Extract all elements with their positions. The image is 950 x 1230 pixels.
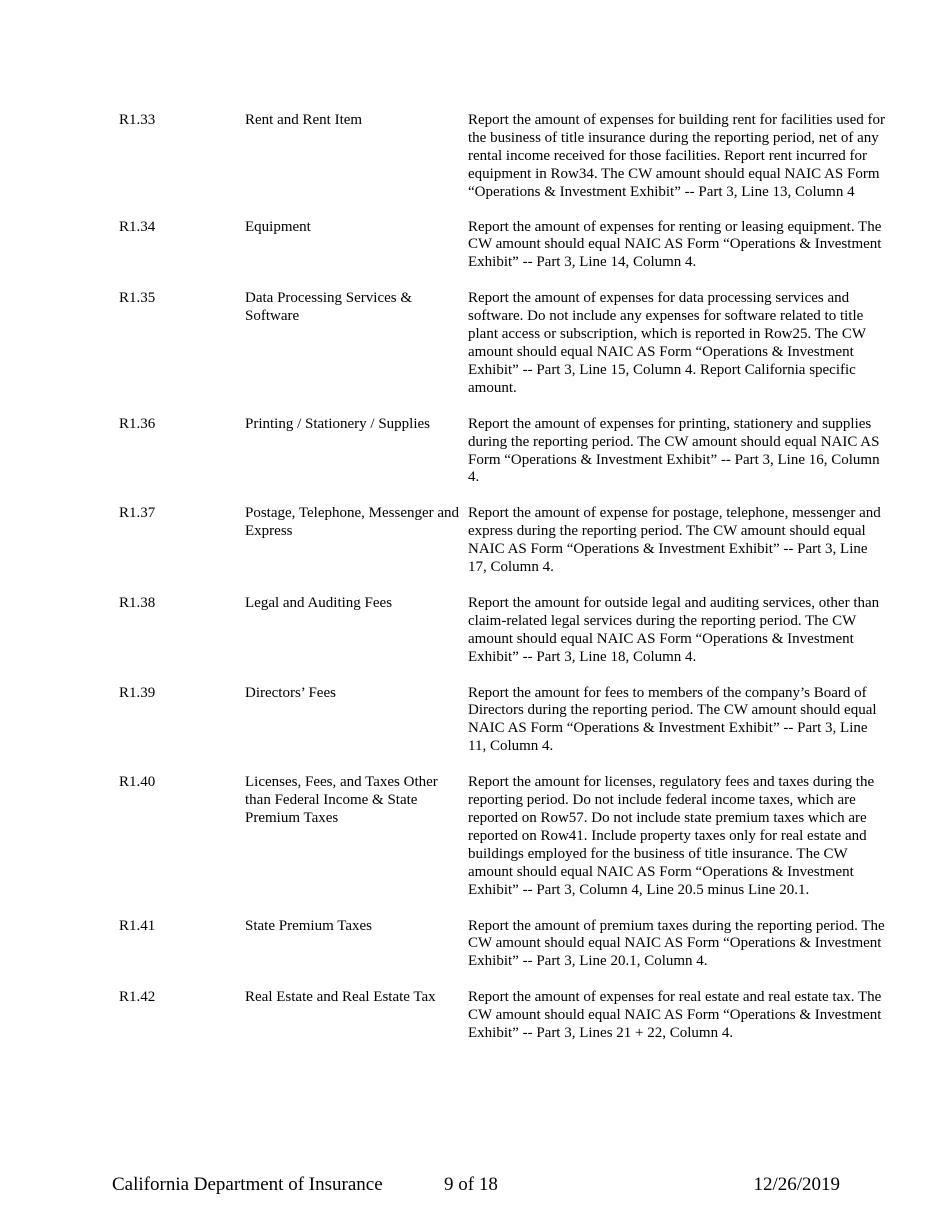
row-code: R1.39 [119, 684, 156, 701]
row-description: Report the amount for fees to members of the company’s Board of Directors during the reporting period. The CW amount should equal NAIC AS Form “Operations & Investment Exhibit” -- Part 3, Line 11, Column 4. [468, 684, 877, 755]
row-name: Postage, Telephone, Messenger and Express [245, 505, 460, 540]
row-description: Report the amount of expenses for data processing services and software. Do not include any expenses for software related to title plant access or subscription, which is reported in Row25. The CW amount should equal NAIC AS Form “Operations & Investment Exhibit” -- Part 3, Line 15, Column 4. Report California specific amount. [468, 290, 866, 396]
table-row [119, 595, 889, 667]
row-description: Report the amount of expenses for printing, stationery and supplies during the reporting period. The CW amount should equal NAIC AS Form “Operations & Investment Exhibit” -- Part 3, Line 16, Column 4. [468, 415, 880, 486]
row-code: R1.38 [119, 594, 156, 611]
table-row [119, 918, 889, 972]
table-row [119, 112, 889, 202]
row-code: R1.41 [119, 917, 156, 934]
row-description: Report the amount of expense for postage, telephone, messenger and express during the reporting period. The CW amount should equal NAIC AS Form “Operations & Investment Exhibit” -- Part 3, Line 17, Column 4. [468, 505, 881, 576]
table-row [119, 505, 889, 577]
row-code: R1.36 [119, 415, 156, 432]
row-code: R1.42 [119, 989, 156, 1006]
table-row [119, 219, 889, 273]
table-row [119, 416, 889, 488]
row-name: Directors’ Fees [245, 684, 336, 701]
row-name: Rent and Rent Item [245, 112, 363, 128]
table-row [119, 290, 889, 397]
row-description: Report the amount for licenses, regulatory fees and taxes during the reporting period. Do not include federal income taxes, which are reported on Row57. Do not include state premium taxes which are reported on Row41. Include property taxes only for real estate and buildings employed for the business of title insurance. The CW amount should equal NAIC AS Form “Operations & Investment Exhibit” -- Part 3, Column 4, Line 20.5 minus Line 20.1. [468, 774, 875, 898]
table-row [119, 685, 889, 757]
instructions-table [119, 112, 889, 1043]
row-description: Report the amount for outside legal and auditing services, other than claim-related legal services during the reporting period. The CW amount should equal NAIC AS Form “Operations & Investment Exhibit” -- Part 3, Line 18, Column 4. [468, 594, 880, 665]
row-code: R1.34 [119, 218, 156, 235]
row-code: R1.35 [119, 290, 156, 307]
row-description: Report the amount of expenses for real estate and real estate tax. The CW amount should equal NAIC AS Form “Operations & Investment Exhibit” -- Part 3, Lines 21 + 22, Column 4. [468, 989, 882, 1042]
row-name: Real Estate and Real Estate Tax [245, 989, 436, 1006]
row-description: Report the amount of expenses for building rent for facilities used for the business of title insurance during the reporting period, net of any rental income received for those facilities. Report rent incurred for equipment in Row34. The CW amount should equal NAIC AS Form “Operations & Investment Exhibit” -- Part 3, Line 13, Column 4 [468, 112, 885, 200]
footer-organization: California Department of Insurance [112, 1174, 383, 1195]
row-name: Equipment [245, 218, 311, 235]
page-footer [112, 1173, 840, 1197]
table-row [119, 989, 889, 1043]
row-name: Printing / Stationery / Supplies [245, 415, 431, 432]
footer-date: 12/26/2019 [753, 1174, 840, 1195]
table-row [119, 774, 889, 899]
row-description: Report the amount of premium taxes during the reporting period. The CW amount should equal NAIC AS Form “Operations & Investment Exhibit” -- Part 3, Line 20.1, Column 4. [468, 917, 885, 970]
row-name: Data Processing Services & Software [245, 290, 413, 325]
footer-page-number: 9 of 18 [444, 1174, 498, 1195]
row-code: R1.40 [119, 774, 156, 791]
row-code: R1.37 [119, 505, 156, 522]
row-name: State Premium Taxes [245, 917, 372, 934]
row-name: Legal and Auditing Fees [245, 594, 393, 611]
row-name: Licenses, Fees, and Taxes Other than Federal Income & State Premium Taxes [245, 774, 438, 826]
row-description: Report the amount of expenses for renting or leasing equipment. The CW amount should equal NAIC AS Form “Operations & Investment Exhibit” -- Part 3, Line 14, Column 4. [468, 218, 882, 271]
row-code: R1.33 [119, 112, 156, 128]
